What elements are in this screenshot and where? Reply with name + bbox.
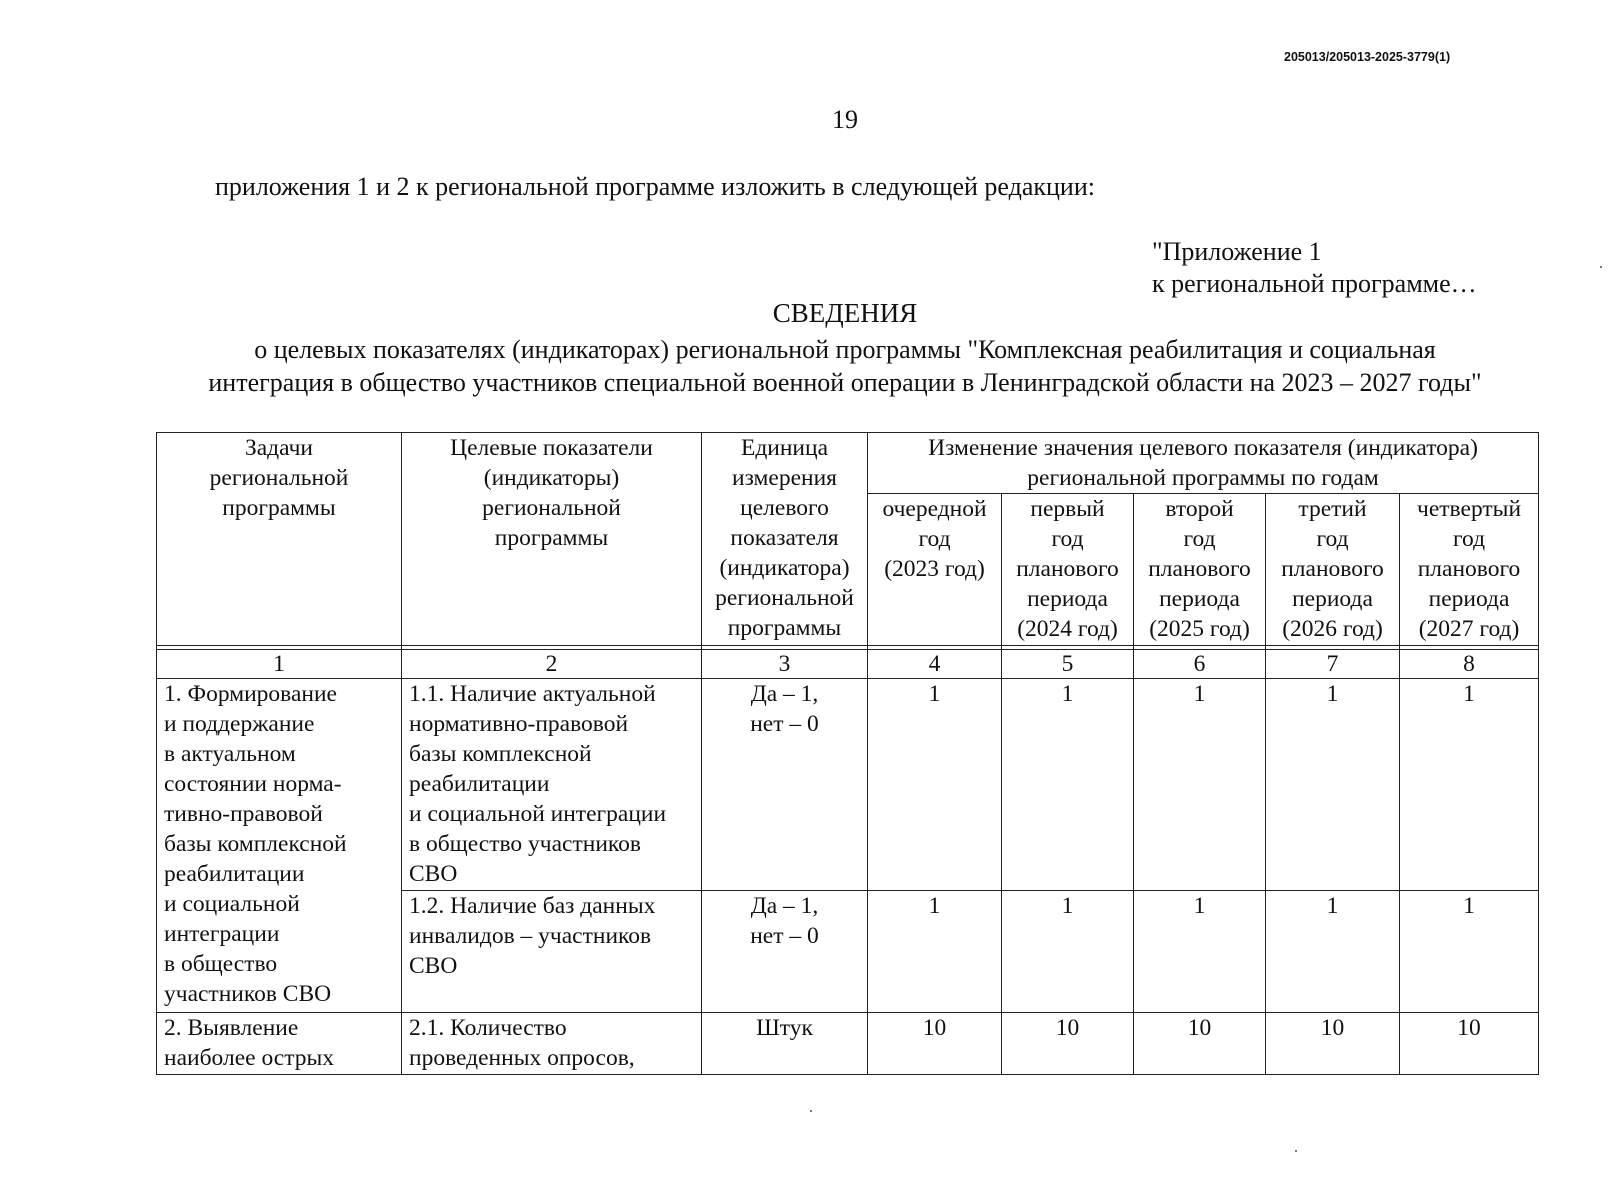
- value-cell: 10: [1400, 1013, 1539, 1075]
- scan-speck: [1600, 266, 1602, 268]
- header-year-2023: очередной год (2023 год): [868, 494, 1002, 646]
- column-number: 5: [1002, 650, 1134, 679]
- header-unit: Единица измерения целевого показателя (индикатора) региональной программы: [702, 433, 868, 646]
- column-number: 4: [868, 650, 1002, 679]
- document-id: 205013/205013-2025-3779(1): [1284, 50, 1451, 64]
- column-number: 8: [1400, 650, 1539, 679]
- task-cell: 1. Формирование и поддержание в актуальном состоянии норма- тивно-правовой базы комплексной реабилитации и социальной интеграции в общество участников СВО: [157, 679, 402, 1013]
- header-indicators: Целевые показатели (индикаторы) региональной программы: [402, 433, 702, 646]
- value-cell: 1: [868, 891, 1002, 1013]
- column-number: 7: [1266, 650, 1400, 679]
- value-cell: 1: [868, 679, 1002, 891]
- table-row: [157, 679, 1539, 891]
- value-cell: 1: [1400, 679, 1539, 891]
- indicator-cell: 2.1. Количество проведенных опросов,: [402, 1013, 702, 1075]
- header-change-group: Изменение значения целевого показателя (индикатора) региональной программы по годам: [868, 433, 1539, 494]
- value-cell: 10: [1134, 1013, 1266, 1075]
- value-cell: 10: [1002, 1013, 1134, 1075]
- value-cell: 1: [1002, 891, 1134, 1013]
- scan-speck: [810, 1110, 812, 1112]
- value-cell: 1: [1400, 891, 1539, 1013]
- column-number: 2: [402, 650, 702, 679]
- task-cell: 2. Выявление наиболее острых: [157, 1013, 402, 1075]
- document-subtitle: о целевых показателях (индикаторах) региональной программы "Комплексная реабилитация и социальная интеграция в общество участников специальной военной операции в Ленинградской области на 2023 – 2027 годы": [208, 335, 1482, 397]
- unit-cell: Да – 1, нет – 0: [702, 891, 868, 1013]
- unit-cell: Да – 1, нет – 0: [702, 679, 868, 891]
- value-cell: 1: [1002, 679, 1134, 891]
- unit-cell: Штук: [702, 1013, 868, 1075]
- appendix-reference: "Приложение 1 к региональной программе…: [1152, 237, 1477, 298]
- column-numbers-row: [157, 650, 1539, 679]
- value-cell: 1: [1266, 891, 1400, 1013]
- header-year-2026: третий год планового периода (2026 год): [1266, 494, 1400, 646]
- scan-speck: [1295, 1150, 1297, 1152]
- intro-text: приложения 1 и 2 к региональной программе изложить в следующей редакции:: [215, 172, 1095, 201]
- value-cell: 10: [868, 1013, 1002, 1075]
- column-number: 6: [1134, 650, 1266, 679]
- indicator-cell: 1.1. Наличие актуальной нормативно-правовой базы комплексной реабилитации и социальной интеграции в общество участников СВО: [402, 679, 702, 891]
- header-year-2025: второй год планового периода (2025 год): [1134, 494, 1266, 646]
- header-year-2024: первый год планового периода (2024 год): [1002, 494, 1134, 646]
- header-tasks: Задачи региональной программы: [157, 433, 402, 646]
- document-title: СВЕДЕНИЯ: [772, 298, 918, 328]
- value-cell: 1: [1134, 679, 1266, 891]
- indicator-cell: 1.2. Наличие баз данных инвалидов – участников СВО: [402, 891, 702, 1013]
- table-row: [157, 1013, 1539, 1075]
- column-number: 1: [157, 650, 402, 679]
- value-cell: 10: [1266, 1013, 1400, 1075]
- page-number: 19: [832, 105, 858, 134]
- header-year-2027: четвертый год планового периода (2027 год): [1400, 494, 1539, 646]
- value-cell: 1: [1134, 891, 1266, 1013]
- column-number: 3: [702, 650, 868, 679]
- value-cell: 1: [1266, 679, 1400, 891]
- indicators-table: [156, 432, 1539, 1075]
